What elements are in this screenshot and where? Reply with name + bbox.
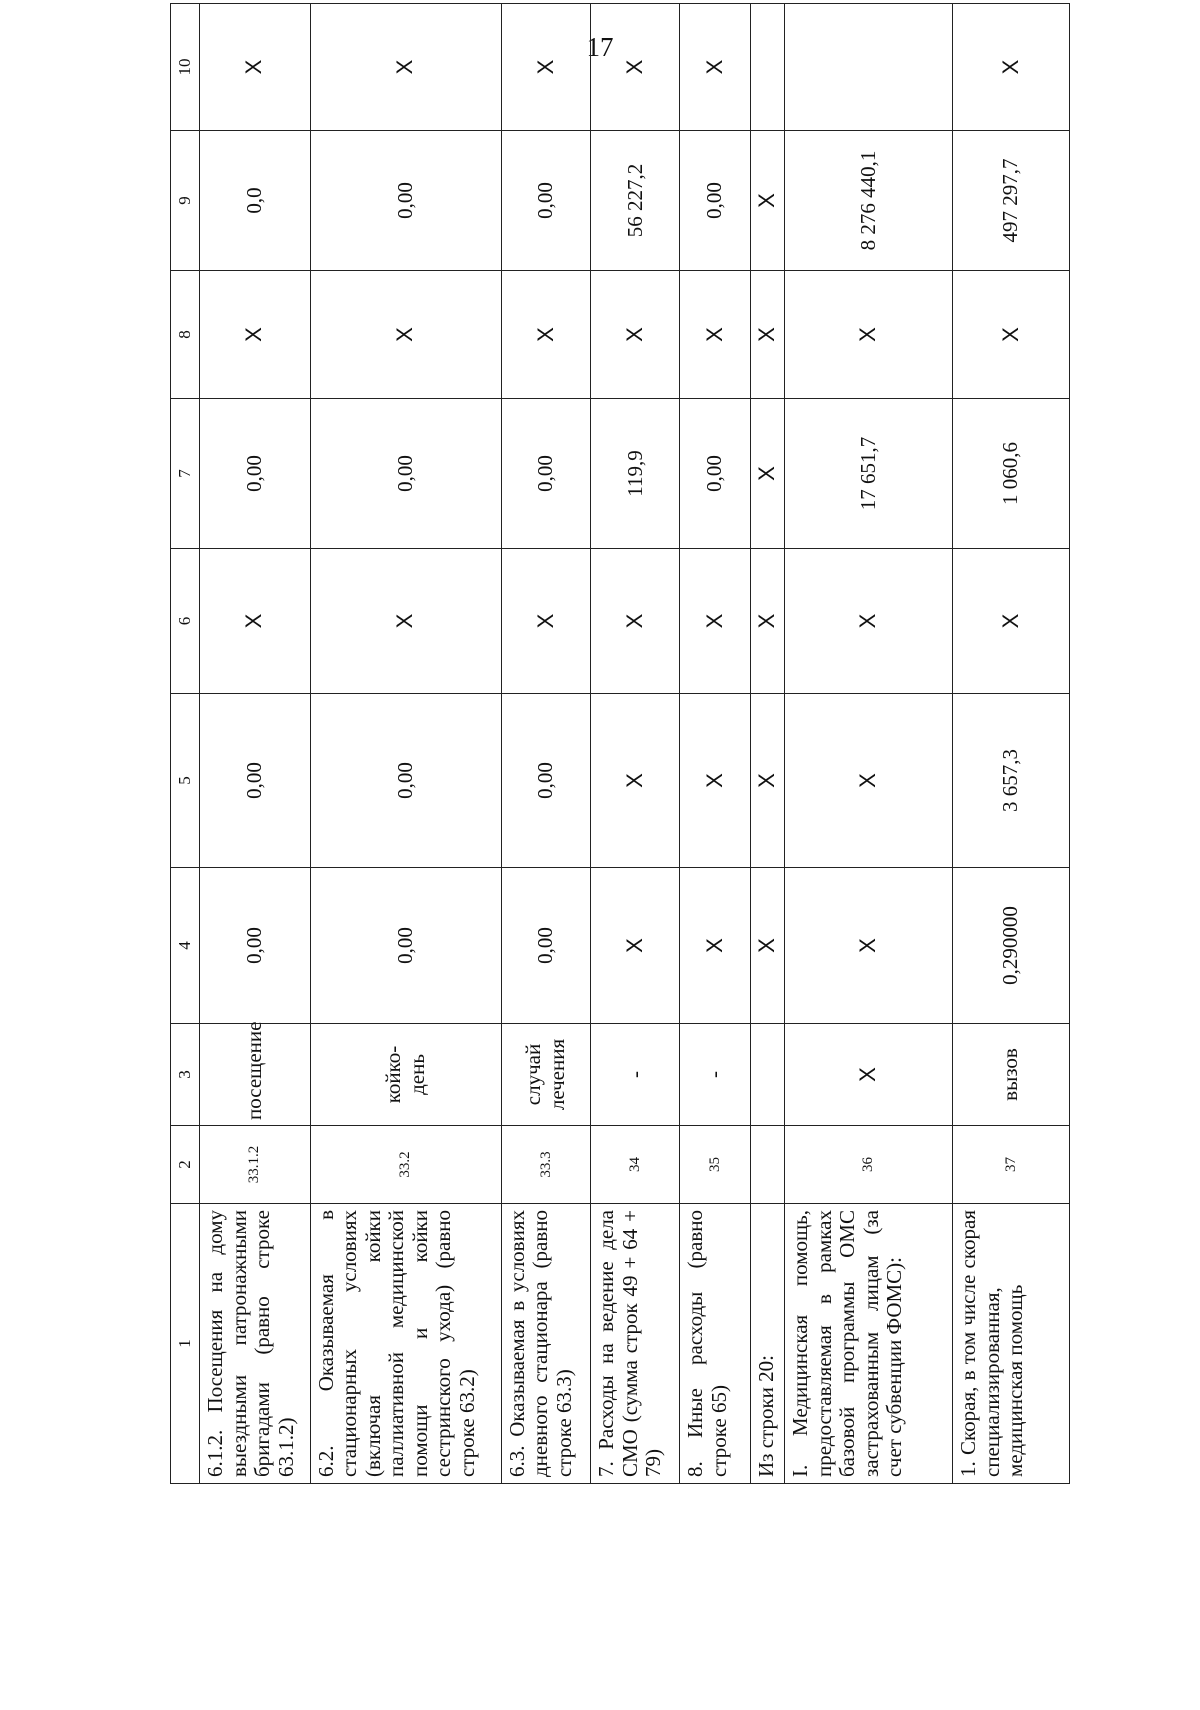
table-cell: X: [310, 271, 501, 399]
table-cell: X: [501, 549, 590, 694]
table-cell: 8 276 440,1: [785, 131, 953, 271]
unit-cell: X: [785, 1024, 953, 1126]
table-cell: X: [501, 271, 590, 399]
table-row: [310, 4, 501, 1484]
row-description: 6.1.2. Посещения на дому выездными патронажными бригадами (равно строке 63.1.2): [200, 1204, 311, 1484]
table-cell: X: [200, 4, 311, 131]
row-code: 36: [785, 1126, 953, 1204]
table-cell: 0,00: [310, 694, 501, 868]
unit-cell: посещение: [200, 1024, 311, 1126]
table-cell: X: [680, 694, 750, 868]
table-cell: 1 060,6: [953, 399, 1070, 549]
rotated-table-inner: [170, 58, 1070, 1484]
column-header: 6: [171, 549, 200, 694]
table-cell: 0,00: [310, 868, 501, 1024]
table-cell: X: [750, 868, 785, 1024]
table-cell: [750, 4, 785, 131]
row-description: 8. Иные расходы (равно строке 65): [680, 1204, 750, 1484]
table-cell: 0,290000: [953, 868, 1070, 1024]
table-cell: X: [591, 4, 680, 131]
row-code: [750, 1126, 785, 1204]
table-cell: X: [310, 4, 501, 131]
table-cell: X: [750, 549, 785, 694]
table-cell: X: [680, 868, 750, 1024]
table-row: [200, 4, 311, 1484]
table-cell: X: [680, 4, 750, 131]
column-header: 7: [171, 399, 200, 549]
row-code: 33.2: [310, 1126, 501, 1204]
table-row: [501, 4, 590, 1484]
table-cell: 0,00: [501, 694, 590, 868]
table-cell: 497 297,7: [953, 131, 1070, 271]
table-cell: X: [750, 131, 785, 271]
table-cell: 0,00: [680, 131, 750, 271]
table-row: [785, 4, 953, 1484]
table-cell: X: [591, 868, 680, 1024]
table-cell: X: [200, 271, 311, 399]
table-cell: X: [785, 694, 953, 868]
table-cell: X: [750, 271, 785, 399]
table-cell: 0,00: [200, 868, 311, 1024]
row-description: 6.2. Оказываемая в стационарных условиях (включая койки паллиативной медицинской помощи и койки сестринского ухода) (равно строке 63.2): [310, 1204, 501, 1484]
table-cell: X: [750, 694, 785, 868]
row-description: 6.3. Оказываемая в условиях дневного стационара (равно строке 63.3): [501, 1204, 590, 1484]
table-cell: X: [591, 271, 680, 399]
table-cell: 0,00: [501, 868, 590, 1024]
column-header: 1: [171, 1204, 200, 1484]
row-code: 35: [680, 1126, 750, 1204]
table-cell: 119,9: [591, 399, 680, 549]
row-code: 33.3: [501, 1126, 590, 1204]
page-number: 17: [586, 32, 614, 62]
row-description: 1. Скорая, в том числе скорая специализированная, медицинская помощь: [953, 1204, 1070, 1484]
table-cell: X: [591, 694, 680, 868]
table-cell: 0,00: [501, 131, 590, 271]
table-cell: 56 227,2: [591, 131, 680, 271]
unit-cell: вызов: [953, 1024, 1070, 1126]
table-cell: 3 657,3: [953, 694, 1070, 868]
table-cell: 0,00: [310, 131, 501, 271]
column-header: 9: [171, 131, 200, 271]
table-cell: 0,00: [200, 399, 311, 549]
column-header: 8: [171, 271, 200, 399]
column-header: 4: [171, 868, 200, 1024]
table-cell: X: [680, 549, 750, 694]
table-cell: X: [785, 868, 953, 1024]
table-cell: 0,00: [200, 694, 311, 868]
unit-cell: -: [680, 1024, 750, 1126]
row-code: 37: [953, 1126, 1070, 1204]
data-table: [170, 3, 1070, 1484]
unit-cell: -: [591, 1024, 680, 1126]
table-cell: X: [953, 4, 1070, 131]
table-row: [953, 4, 1070, 1484]
table-cell: X: [591, 549, 680, 694]
table-cell: 0,0: [200, 131, 311, 271]
table-cell: X: [953, 549, 1070, 694]
table-cell: 0,00: [680, 399, 750, 549]
table-cell: X: [785, 271, 953, 399]
table-cell: 17 651,7: [785, 399, 953, 549]
row-code: 33.1.2: [200, 1126, 311, 1204]
row-description: 7. Расходы на ведение дела СМО (сумма строк 49 + 64 + 79): [591, 1204, 680, 1484]
table-row: [750, 4, 785, 1484]
unit-cell: случай лечения: [501, 1024, 590, 1126]
table-row: [680, 4, 750, 1484]
column-header: 2: [171, 1126, 200, 1204]
table-cell: X: [750, 399, 785, 549]
table-cell: X: [953, 271, 1070, 399]
table-cell: X: [680, 271, 750, 399]
table-cell: 0,00: [310, 399, 501, 549]
unit-cell: койко-день: [310, 1024, 501, 1126]
unit-cell: [750, 1024, 785, 1126]
header-row: [171, 4, 200, 1484]
row-code: 34: [591, 1126, 680, 1204]
rotated-table-area: [170, 58, 1070, 1484]
column-header: 5: [171, 694, 200, 868]
table-row: [591, 4, 680, 1484]
row-description: Из строки 20:: [750, 1204, 785, 1484]
table-cell: [785, 4, 953, 131]
table-cell: X: [501, 4, 590, 131]
table-cell: X: [785, 549, 953, 694]
table-cell: X: [310, 549, 501, 694]
column-header: 3: [171, 1024, 200, 1126]
table-cell: 0,00: [501, 399, 590, 549]
column-header: 10: [171, 4, 200, 131]
table-cell: X: [200, 549, 311, 694]
row-description: I. Медицинская помощь, предоставляемая в рамках базовой программы ОМС застрахованным лицам (за счет субвенции ФОМС):: [785, 1204, 953, 1484]
